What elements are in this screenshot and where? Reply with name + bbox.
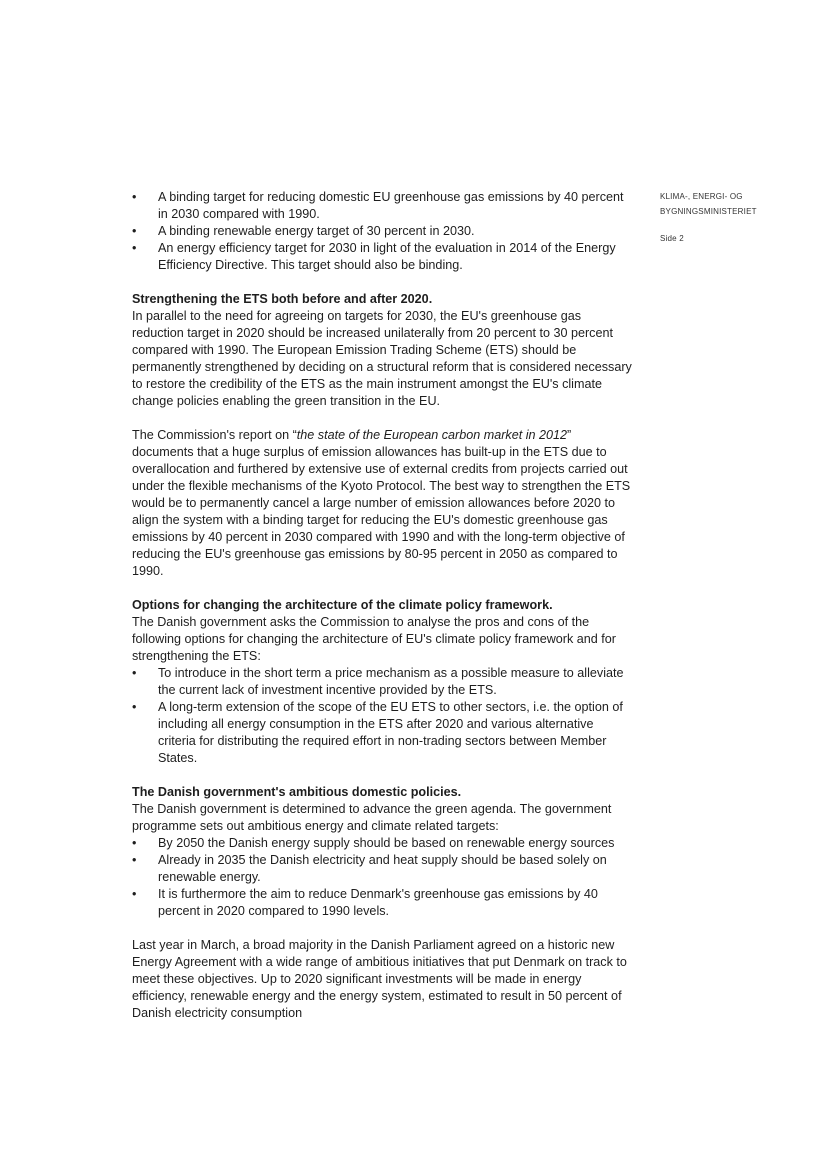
options-list xyxy=(132,665,632,767)
list-item: • To introduce in the short term a price mechanism as a possible measure to alleviate the current lack of investment incentive provided by the ETS. xyxy=(132,665,632,699)
list-item: • A long-term extension of the scope of the EU ETS to other sectors, i.e. the option of including all energy consumption in the ETS after 2020 and various alternative criteria for distributing the required effort in non-trading sectors between Member States. xyxy=(132,699,632,767)
paragraph: In parallel to the need for agreeing on targets for 2030, the EU's greenhouse gas reduction target in 2020 should be increased unilaterally from 20 percent to 30 percent compared with 1990. The European Emission Trading Scheme (ETS) should be permanently strengthened by deciding on a structural reform that is considered necessary to restore the credibility of the ETS as the main instrument amongst the EU's climate change policies enabling the green transition in the EU. xyxy=(132,309,632,408)
section-heading-danish: The Danish government's ambitious domestic policies. xyxy=(132,785,462,799)
paragraph xyxy=(132,427,632,580)
document-body xyxy=(132,189,632,1022)
ministry-name-line2: BYGNINGSMINISTERIET xyxy=(660,207,757,216)
target-list xyxy=(132,189,632,274)
list-item: • Already in 2035 the Danish electricity and heat supply should be based solely on renewable energy. xyxy=(132,852,632,886)
paragraph: The Danish government asks the Commission to analyse the pros and cons of the following options for changing the architecture of EU's climate policy framework and for strengthening the ETS: xyxy=(132,615,616,663)
paragraph: The Danish government is determined to advance the green agenda. The government programme sets out ambitious energy and climate related targets: xyxy=(132,802,612,833)
report-title: the state of the European carbon market in 2012 xyxy=(296,428,568,442)
ministry-name-line1: KLIMA-, ENERGI- OG xyxy=(660,192,743,201)
section-heading-options: Options for changing the architecture of the climate policy framework. xyxy=(132,598,553,612)
paragraph-text: ” documents that a huge surplus of emission allowances has built-up in the ETS due to overallocation and furthered by extensive use of external credits from projects carried out under the flexible mechanisms of the Kyoto Protocol. The best way to strengthen the ETS would be to permanently cancel a large number of emission allowances before 2020 to align the system with a binding target for reducing the EU's domestic greenhouse gas emissions by 40 percent in 2030 compared with 1990 and with the long-term objective of reducing the EU's greenhouse gas emissions by 80-95 percent in 2050 as compared to 1990. xyxy=(132,428,631,578)
page-number: Side 2 xyxy=(660,234,684,243)
sidebar-header xyxy=(660,189,810,246)
paragraph: Last year in March, a broad majority in the Danish Parliament agreed on a historic new Energy Agreement with a wide range of ambitious initiatives that put Denmark on track to meet these objectives. Up to 2020 significant investments will be made in energy efficiency, renewable energy and the energy system, estimated to result in 50 percent of Danish electricity consumption xyxy=(132,938,627,1020)
list-item: • A binding target for reducing domestic EU greenhouse gas emissions by 40 percent in 2030 compared with 1990. xyxy=(132,189,632,223)
section-heading-ets: Strengthening the ETS both before and after 2020. xyxy=(132,292,433,306)
list-item: • It is furthermore the aim to reduce Denmark's greenhouse gas emissions by 40 percent in 2020 compared to 1990 levels. xyxy=(132,886,632,920)
paragraph-text: The Commission's report on “ xyxy=(132,428,297,442)
list-item: • An energy efficiency target for 2030 in light of the evaluation in 2014 of the Energy Efficiency Directive. This target should also be binding. xyxy=(132,240,632,274)
danish-targets-list xyxy=(132,835,632,920)
list-item: • By 2050 the Danish energy supply should be based on renewable energy sources xyxy=(132,835,632,852)
list-item: • A binding renewable energy target of 30 percent in 2030. xyxy=(132,223,632,240)
